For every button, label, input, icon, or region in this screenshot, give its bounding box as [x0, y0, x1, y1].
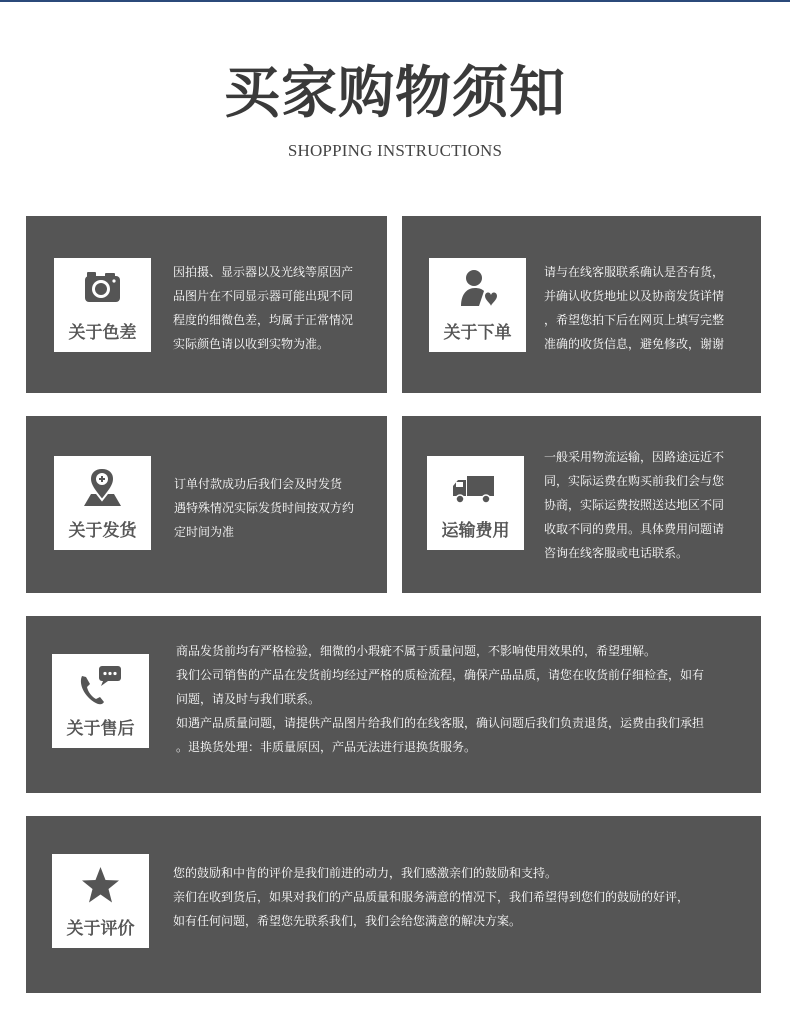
text-line: 遇特殊情况实际发货时间按双方约: [174, 501, 355, 515]
text-line: 亲们在收到货后，如果对我们的产品质量和服务满意的情况下，我们希望得到您们的鼓励的好评，: [173, 890, 690, 904]
text-line: ，希望您拍下后在网页上填写完整: [544, 313, 725, 327]
phone-chat-icon: [52, 664, 149, 710]
star-icon: [52, 864, 149, 910]
text-line: 我们公司销售的产品在发货前均经过严格的质检流程，确保产品品质，请您在收货前仔细检查，如有: [176, 668, 705, 682]
icon-label: 关于发货: [68, 521, 137, 541]
icon-label: 关于评价: [66, 919, 135, 939]
card-shipping: [26, 416, 387, 593]
card-text: [173, 861, 753, 933]
text-line: 咨询在线客服或电话联系。: [544, 546, 689, 560]
icon-label: 关于售后: [66, 719, 135, 739]
top-border: [0, 0, 790, 2]
icon-label: 运输费用: [441, 521, 510, 541]
text-line: 如遇产品质量问题，请提供产品图片给我们的在线客服，确认问题后我们负责退货，运费由我们承担: [176, 716, 705, 730]
map-pin-icon: [54, 466, 151, 512]
text-line: 准确的收货信息，避免修改，谢谢: [544, 337, 725, 351]
card-text: [173, 260, 378, 356]
icon-label: 关于色差: [68, 323, 137, 343]
text-line: 协商，实际运费按照送达地区不同: [544, 498, 725, 512]
text-line: 实际颜色请以收到实物为准。: [173, 337, 330, 351]
text-line: 因拍摄、显示器以及光线等原因产: [173, 265, 354, 279]
card-after-sale: [26, 616, 761, 793]
camera-icon: [54, 268, 151, 314]
text-line: 请与在线客服联系确认是否有货，: [544, 265, 725, 279]
page-subtitle: SHOPPING INSTRUCTIONS: [287, 141, 503, 160]
text-line: 并确认收货地址以及协商发货详情: [544, 289, 725, 303]
icon-box: [429, 258, 526, 352]
text-line: 收取不同的费用。具体费用问题请: [544, 522, 725, 536]
text-line: 您的鼓励和中肯的评价是我们前进的动力，我们感激亲们的鼓励和支持。: [173, 866, 558, 880]
icon-box: [427, 456, 524, 550]
user-heart-icon: [429, 268, 526, 314]
icon-box: [52, 654, 149, 748]
card-order: [402, 216, 761, 393]
text-line: 。退换货处理：非质量原因，产品无法进行退换货服务。: [176, 740, 477, 754]
text-line: 定时间为准: [174, 525, 235, 539]
text-line: 同，实际运费在购买前我们会与您: [544, 474, 725, 488]
text-line: 订单付款成功后我们会及时发货: [174, 477, 343, 491]
icon-label: 关于下单: [443, 323, 512, 343]
icon-box: [54, 456, 151, 550]
text-line: 程度的细微色差，均属于正常情况: [173, 313, 354, 327]
card-review: [26, 816, 761, 993]
text-line: 一般采用物流运输，因路途远近不: [544, 450, 725, 464]
text-line: 商品发货前均有严格检验，细微的小瑕疵不属于质量问题，不影响使用效果的，希望理解。: [176, 644, 657, 658]
card-text: [544, 260, 754, 356]
icon-box: [54, 258, 151, 352]
card-text: [174, 472, 379, 544]
text-line: 问题，请及时与我们联系。: [176, 692, 321, 706]
card-text: [544, 445, 754, 565]
card-freight: [402, 416, 761, 593]
card-color-difference: [26, 216, 387, 393]
card-text: [176, 639, 756, 759]
text-line: 品图片在不同显示器可能出现不同: [173, 289, 354, 303]
truck-icon: [427, 466, 524, 512]
text-line: 如有任何问题，希望您先联系我们，我们会给您满意的解决方案。: [173, 914, 522, 928]
page-title: 买家购物须知: [224, 61, 566, 126]
icon-box: [52, 854, 149, 948]
